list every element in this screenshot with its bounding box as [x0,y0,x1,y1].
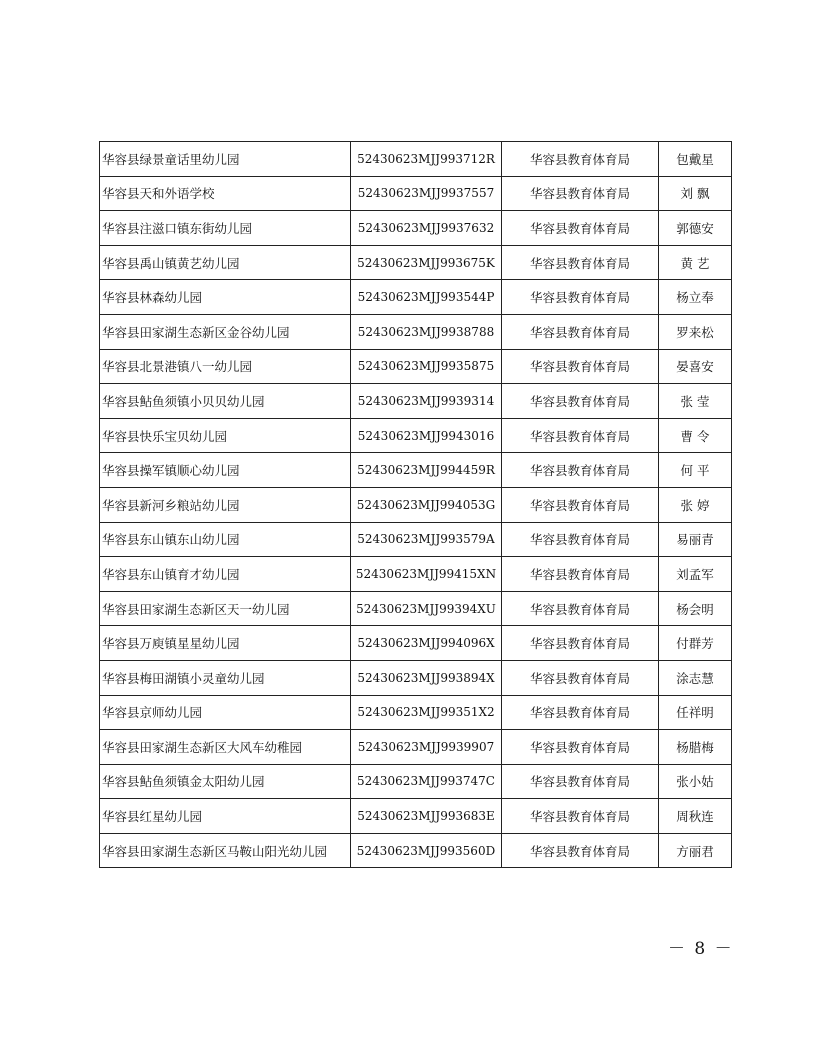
table-body [100,142,732,868]
table-row [100,418,732,453]
org-name-cell: 华容县梅田湖镇小灵童幼儿园 [100,660,351,695]
credit-code-cell: 52430623MJJ9939314 [351,384,502,419]
supervising-unit-cell: 华容县教育体育局 [502,349,659,384]
org-name-cell: 华容县新河乡粮站幼儿园 [100,487,351,522]
org-name-cell: 华容县田家湖生态新区天一幼儿园 [100,591,351,626]
legal-representative-cell: 曹 令 [659,418,732,453]
credit-code-cell: 52430623MJJ99415XN [351,557,502,592]
legal-representative-cell: 杨立奉 [659,280,732,315]
credit-code-cell: 52430623MJJ993544P [351,280,502,315]
table-row [100,833,732,868]
supervising-unit-cell: 华容县教育体育局 [502,557,659,592]
supervising-unit-cell: 华容县教育体育局 [502,142,659,177]
org-name-cell: 华容县天和外语学校 [100,176,351,211]
supervising-unit-cell: 华容县教育体育局 [502,522,659,557]
org-name-cell: 华容县注滋口镇东街幼儿园 [100,211,351,246]
page-number: － 8 － [668,939,734,959]
table-row [100,487,732,522]
credit-code-cell: 52430623MJJ993712R [351,142,502,177]
legal-representative-cell: 郭德安 [659,211,732,246]
legal-representative-cell: 方丽君 [659,833,732,868]
supervising-unit-cell: 华容县教育体育局 [502,418,659,453]
legal-representative-cell: 何 平 [659,453,732,488]
credit-code-cell: 52430623MJJ993560D [351,833,502,868]
table-row [100,453,732,488]
org-name-cell: 华容县快乐宝贝幼儿园 [100,418,351,453]
org-name-cell: 华容县林森幼儿园 [100,280,351,315]
table-row [100,799,732,834]
org-name-cell: 华容县京师幼儿园 [100,695,351,730]
table-row [100,280,732,315]
legal-representative-cell: 包戴星 [659,142,732,177]
supervising-unit-cell: 华容县教育体育局 [502,453,659,488]
credit-code-cell: 52430623MJJ99351X2 [351,695,502,730]
registry-table-container [99,141,732,868]
credit-code-cell: 52430623MJJ994053G [351,487,502,522]
supervising-unit-cell: 华容县教育体育局 [502,799,659,834]
org-name-cell: 华容县北景港镇八一幼儿园 [100,349,351,384]
credit-code-cell: 52430623MJJ9943016 [351,418,502,453]
table-row [100,245,732,280]
legal-representative-cell: 张 莹 [659,384,732,419]
credit-code-cell: 52430623MJJ993894X [351,660,502,695]
supervising-unit-cell: 华容县教育体育局 [502,211,659,246]
legal-representative-cell: 涂志慧 [659,660,732,695]
legal-representative-cell: 罗来松 [659,314,732,349]
table-row [100,314,732,349]
credit-code-cell: 52430623MJJ994096X [351,626,502,661]
table-row [100,211,732,246]
supervising-unit-cell: 华容县教育体育局 [502,280,659,315]
legal-representative-cell: 杨腊梅 [659,730,732,765]
org-name-cell: 华容县鲇鱼须镇金太阳幼儿园 [100,764,351,799]
legal-representative-cell: 黄 艺 [659,245,732,280]
legal-representative-cell: 付群芳 [659,626,732,661]
supervising-unit-cell: 华容县教育体育局 [502,660,659,695]
credit-code-cell: 52430623MJJ9937632 [351,211,502,246]
credit-code-cell: 52430623MJJ9935875 [351,349,502,384]
org-name-cell: 华容县万庾镇星星幼儿园 [100,626,351,661]
org-name-cell: 华容县东山镇育才幼儿园 [100,557,351,592]
org-name-cell: 华容县田家湖生态新区马鞍山阳光幼儿园 [100,833,351,868]
supervising-unit-cell: 华容县教育体育局 [502,245,659,280]
legal-representative-cell: 张小姑 [659,764,732,799]
table-row [100,660,732,695]
table-row [100,176,732,211]
org-name-cell: 华容县操军镇顺心幼儿园 [100,453,351,488]
table-row [100,349,732,384]
supervising-unit-cell: 华容县教育体育局 [502,384,659,419]
table-row [100,591,732,626]
credit-code-cell: 52430623MJJ9937557 [351,176,502,211]
org-name-cell: 华容县田家湖生态新区大风车幼稚园 [100,730,351,765]
legal-representative-cell: 杨会明 [659,591,732,626]
legal-representative-cell: 刘 飘 [659,176,732,211]
table-row [100,557,732,592]
supervising-unit-cell: 华容县教育体育局 [502,695,659,730]
credit-code-cell: 52430623MJJ993675K [351,245,502,280]
supervising-unit-cell: 华容县教育体育局 [502,176,659,211]
org-name-cell: 华容县田家湖生态新区金谷幼儿园 [100,314,351,349]
legal-representative-cell: 晏喜安 [659,349,732,384]
legal-representative-cell: 周秋连 [659,799,732,834]
table-row [100,730,732,765]
table-row [100,384,732,419]
credit-code-cell: 52430623MJJ9938788 [351,314,502,349]
table-row [100,764,732,799]
table-row [100,695,732,730]
legal-representative-cell: 张 婷 [659,487,732,522]
supervising-unit-cell: 华容县教育体育局 [502,487,659,522]
credit-code-cell: 52430623MJJ993579A [351,522,502,557]
legal-representative-cell: 刘孟军 [659,557,732,592]
supervising-unit-cell: 华容县教育体育局 [502,764,659,799]
credit-code-cell: 52430623MJJ993747C [351,764,502,799]
legal-representative-cell: 任祥明 [659,695,732,730]
legal-representative-cell: 易丽青 [659,522,732,557]
credit-code-cell: 52430623MJJ99394XU [351,591,502,626]
registry-table [99,141,732,868]
table-row [100,142,732,177]
org-name-cell: 华容县东山镇东山幼儿园 [100,522,351,557]
supervising-unit-cell: 华容县教育体育局 [502,833,659,868]
supervising-unit-cell: 华容县教育体育局 [502,314,659,349]
org-name-cell: 华容县鲇鱼须镇小贝贝幼儿园 [100,384,351,419]
table-row [100,522,732,557]
supervising-unit-cell: 华容县教育体育局 [502,626,659,661]
org-name-cell: 华容县绿景童话里幼儿园 [100,142,351,177]
table-row [100,626,732,661]
credit-code-cell: 52430623MJJ993683E [351,799,502,834]
org-name-cell: 华容县红星幼儿园 [100,799,351,834]
supervising-unit-cell: 华容县教育体育局 [502,591,659,626]
supervising-unit-cell: 华容县教育体育局 [502,730,659,765]
org-name-cell: 华容县禹山镇黄艺幼儿园 [100,245,351,280]
credit-code-cell: 52430623MJJ994459R [351,453,502,488]
credit-code-cell: 52430623MJJ9939907 [351,730,502,765]
